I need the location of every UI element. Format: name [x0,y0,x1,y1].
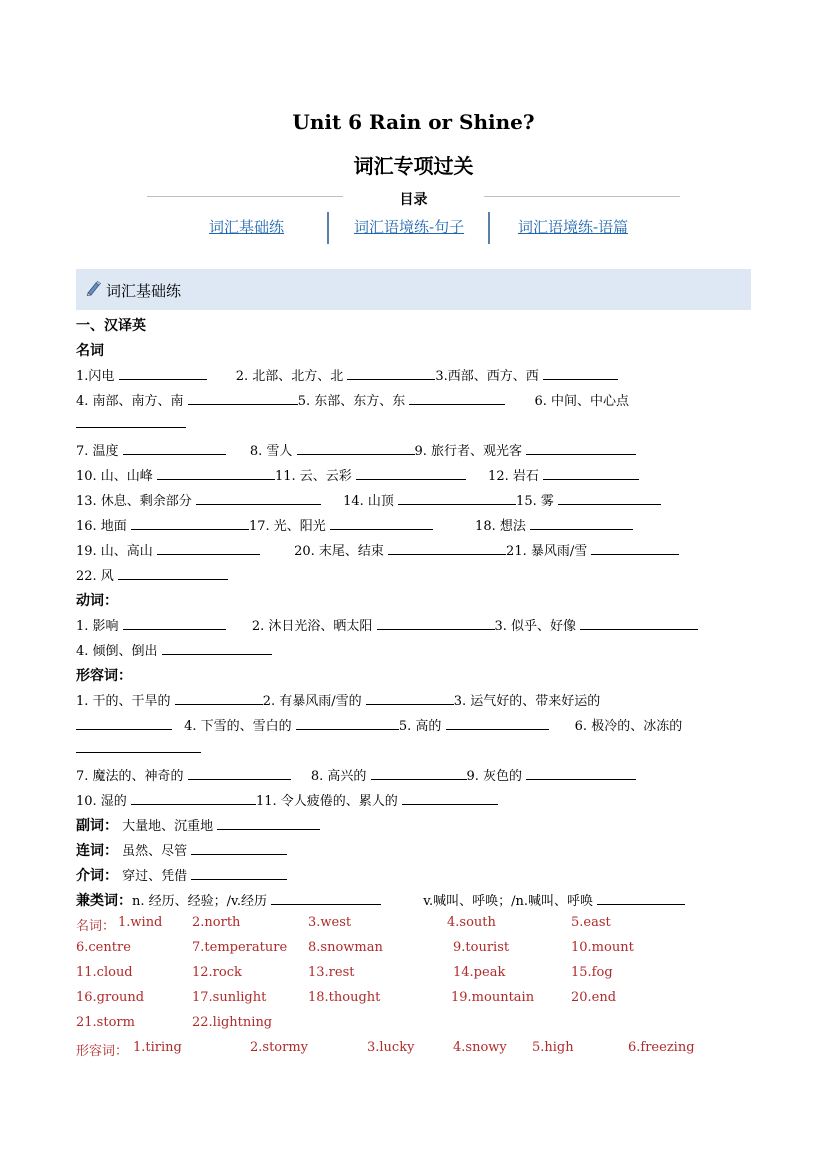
answer-item: 14.peak [453,965,506,980]
question-item: 22. 风 [76,569,114,584]
question-item: 15. 雾 [516,494,554,509]
part-title: 一、汉译英 [76,318,146,334]
answer-blank[interactable] [377,617,495,630]
answer-item: 17.sunlight [192,990,267,1005]
toc-label: 目录 [399,192,428,208]
answer-item: 11.cloud [76,965,133,980]
question-item: 1.闪电 [76,369,115,384]
answer-item: 1.tiring [133,1040,182,1055]
verbs-label: 动词： [76,593,118,609]
nouns-label: 名词 [76,343,104,359]
noun-row [76,490,661,509]
question-item: 11. 云、云彩 [274,469,352,484]
question-item: 穿过、凭借 [122,869,188,884]
answer-blank[interactable] [597,892,685,905]
question-item: 9. 灰色的 [466,769,523,784]
page-title: Unit 6 Rain or Shine? [292,110,535,134]
adj-row [76,765,636,784]
answer-blank[interactable] [131,517,249,530]
section-header [76,269,751,310]
question-item: 1. 影响 [76,619,119,634]
answer-item: 22.lightning [192,1015,273,1030]
answer-blank[interactable] [526,767,636,780]
answer-blank[interactable] [175,692,263,705]
answer-blank[interactable] [119,367,207,380]
question-item: 3. 运气好的、带来好运的 [453,694,601,709]
answer-blank[interactable] [191,867,287,880]
answer-blank[interactable] [446,717,549,730]
answer-item: 5.high [532,1040,574,1055]
answer-blank[interactable] [191,842,287,855]
answer-blank[interactable] [356,467,466,480]
answer-blank[interactable] [526,442,636,455]
noun-row [76,465,639,484]
question-item: n. 经历、经验；/v.经历 [132,894,267,909]
question-item: 14. 山顶 [343,494,394,509]
answer-item: 4.snowy [453,1040,507,1055]
pencil-icon [85,280,101,296]
answer-blank[interactable] [118,567,228,580]
answer-item: 19.mountain [451,990,535,1005]
question-item: 5. 高的 [398,719,442,734]
noun-row [76,415,186,432]
question-item: 2. 沐日光浴、晒太阳 [251,619,373,634]
answer-blank[interactable] [157,542,260,555]
page-subtitle: 词汇专项过关 [353,154,474,178]
question-item: 11. 令人疲倦的、累人的 [255,794,398,809]
answer-blank[interactable] [123,617,226,630]
multi-label: 兼类词： [76,893,132,909]
question-item: 13. 休息、剩余部分 [76,494,192,509]
answer-blank[interactable] [580,617,698,630]
toc-link-passage[interactable]: 词汇语境练-语篇 [518,218,629,236]
toc-separator [488,212,490,244]
answer-item: 2.north [192,915,241,930]
answer-item: 5.east [571,915,611,930]
answer-item: 3.lucky [367,1040,415,1055]
noun-row [76,365,618,384]
verb-row [76,615,698,634]
answer-blank[interactable] [366,692,454,705]
answer-blank[interactable] [591,542,679,555]
answer-blank[interactable] [162,642,272,655]
section-title: 词汇基础练 [106,282,182,300]
answer-item: 4.south [447,915,496,930]
answer-blank[interactable] [530,517,633,530]
toc-link-sentence[interactable]: 词汇语境练-句子 [354,218,465,236]
prep-label: 介词： [76,868,118,884]
question-item: 3.西部、西方、西 [435,369,539,384]
noun-row [76,440,636,459]
answer-blank[interactable] [271,892,381,905]
question-item: 虽然、尽管 [122,844,188,859]
answer-blank[interactable] [196,492,321,505]
answer-blank[interactable] [76,415,186,428]
multi-row [76,890,685,910]
answer-blank[interactable] [409,392,505,405]
answer-blank[interactable] [402,792,498,805]
conj-label: 连词： [76,843,118,859]
question-item: 7. 魔法的、神奇的 [76,769,184,784]
question-item: 20. 末尾、结束 [294,544,384,559]
answer-blank[interactable] [398,492,516,505]
question-item: 19. 山、高山 [76,544,153,559]
answer-blank[interactable] [388,542,506,555]
answers-adj-label: 形容词： [76,1044,129,1059]
answer-blank[interactable] [131,792,256,805]
question-item: 6. 极冷的、冰冻的 [574,719,683,734]
answer-item: 9.tourist [453,940,510,955]
toc-link-basic[interactable]: 词汇基础练 [209,218,285,236]
prep-row [76,865,287,885]
question-item: 9. 旅行者、观光客 [414,444,523,459]
question-item: v.喊叫、呼唤；/n.喊叫、呼唤 [423,894,594,909]
noun-row [76,390,629,409]
answer-item: 8.snowman [308,940,383,955]
question-item: 7. 温度 [76,444,119,459]
answer-blank[interactable] [123,442,226,455]
question-item: 10. 山、山峰 [76,469,153,484]
question-item: 17. 光、阳光 [248,519,326,534]
question-item: 10. 湿的 [76,794,127,809]
adj-row [76,715,682,734]
noun-row [76,515,633,534]
adv-label: 副词： [76,818,118,834]
adj-row [76,790,498,809]
question-item: 4. 倾倒、倒出 [76,644,158,659]
answer-item: 6.centre [76,940,131,955]
answer-blank[interactable] [296,717,399,730]
answer-blank[interactable] [543,467,639,480]
question-item: 4. 南部、南方、南 [76,394,184,409]
question-item: 12. 岩石 [488,469,539,484]
verb-row [76,640,272,659]
answer-blank[interactable] [217,817,320,830]
question-item: 2. 有暴风雨/雪的 [262,694,362,709]
answer-blank[interactable] [543,367,618,380]
answer-blank[interactable] [558,492,661,505]
question-item: 2. 北部、北方、北 [235,369,344,384]
answer-item: 20.end [571,990,617,1005]
answer-blank[interactable] [297,442,415,455]
answer-blank[interactable] [76,717,172,730]
toc-separator [327,212,329,244]
answer-item: 18.thought [308,990,381,1005]
answer-blank[interactable] [330,517,433,530]
answer-item: 7.temperature [192,940,288,955]
question-item: 3. 似乎、好像 [494,619,577,634]
conj-row [76,840,287,860]
question-item: 大量地、沉重地 [122,819,214,834]
answer-item: 15.fog [571,965,613,980]
adj-label: 形容词： [76,668,132,684]
answer-item: 12.rock [192,965,242,980]
answer-item: 1.wind [118,915,163,930]
question-item: 18. 想法 [475,519,526,534]
question-item: 21. 暴风雨/雪 [506,544,588,559]
answer-item: 16.ground [76,990,145,1005]
question-item: 5. 东部、东方、东 [297,394,406,409]
answer-blank[interactable] [157,467,275,480]
answer-blank[interactable] [188,767,291,780]
question-item: 8. 高兴的 [310,769,367,784]
noun-row [76,565,228,584]
answer-item: 21.storm [76,1015,135,1030]
answer-item: 6.freezing [628,1040,695,1055]
question-item: 1. 干的、干旱的 [76,694,171,709]
answer-blank[interactable] [188,392,298,405]
adj-row [76,690,600,709]
noun-row [76,540,679,559]
answer-item: 3.west [308,915,352,930]
answer-blank[interactable] [347,367,435,380]
answer-item: 2.stormy [250,1040,309,1055]
question-item: 16. 地面 [76,519,127,534]
question-item: 6. 中间、中心点 [534,394,630,409]
question-item: 4. 下雪的、雪白的 [184,719,292,734]
answer-item: 10.mount [571,940,634,955]
answer-blank[interactable] [371,767,467,780]
question-item: 8. 雪人 [249,444,293,459]
adv-row [76,815,320,835]
answer-blank[interactable] [76,740,201,753]
answers-nouns-label: 名词： [76,919,116,934]
answer-item: 13.rest [308,965,355,980]
adj-row [76,740,201,757]
